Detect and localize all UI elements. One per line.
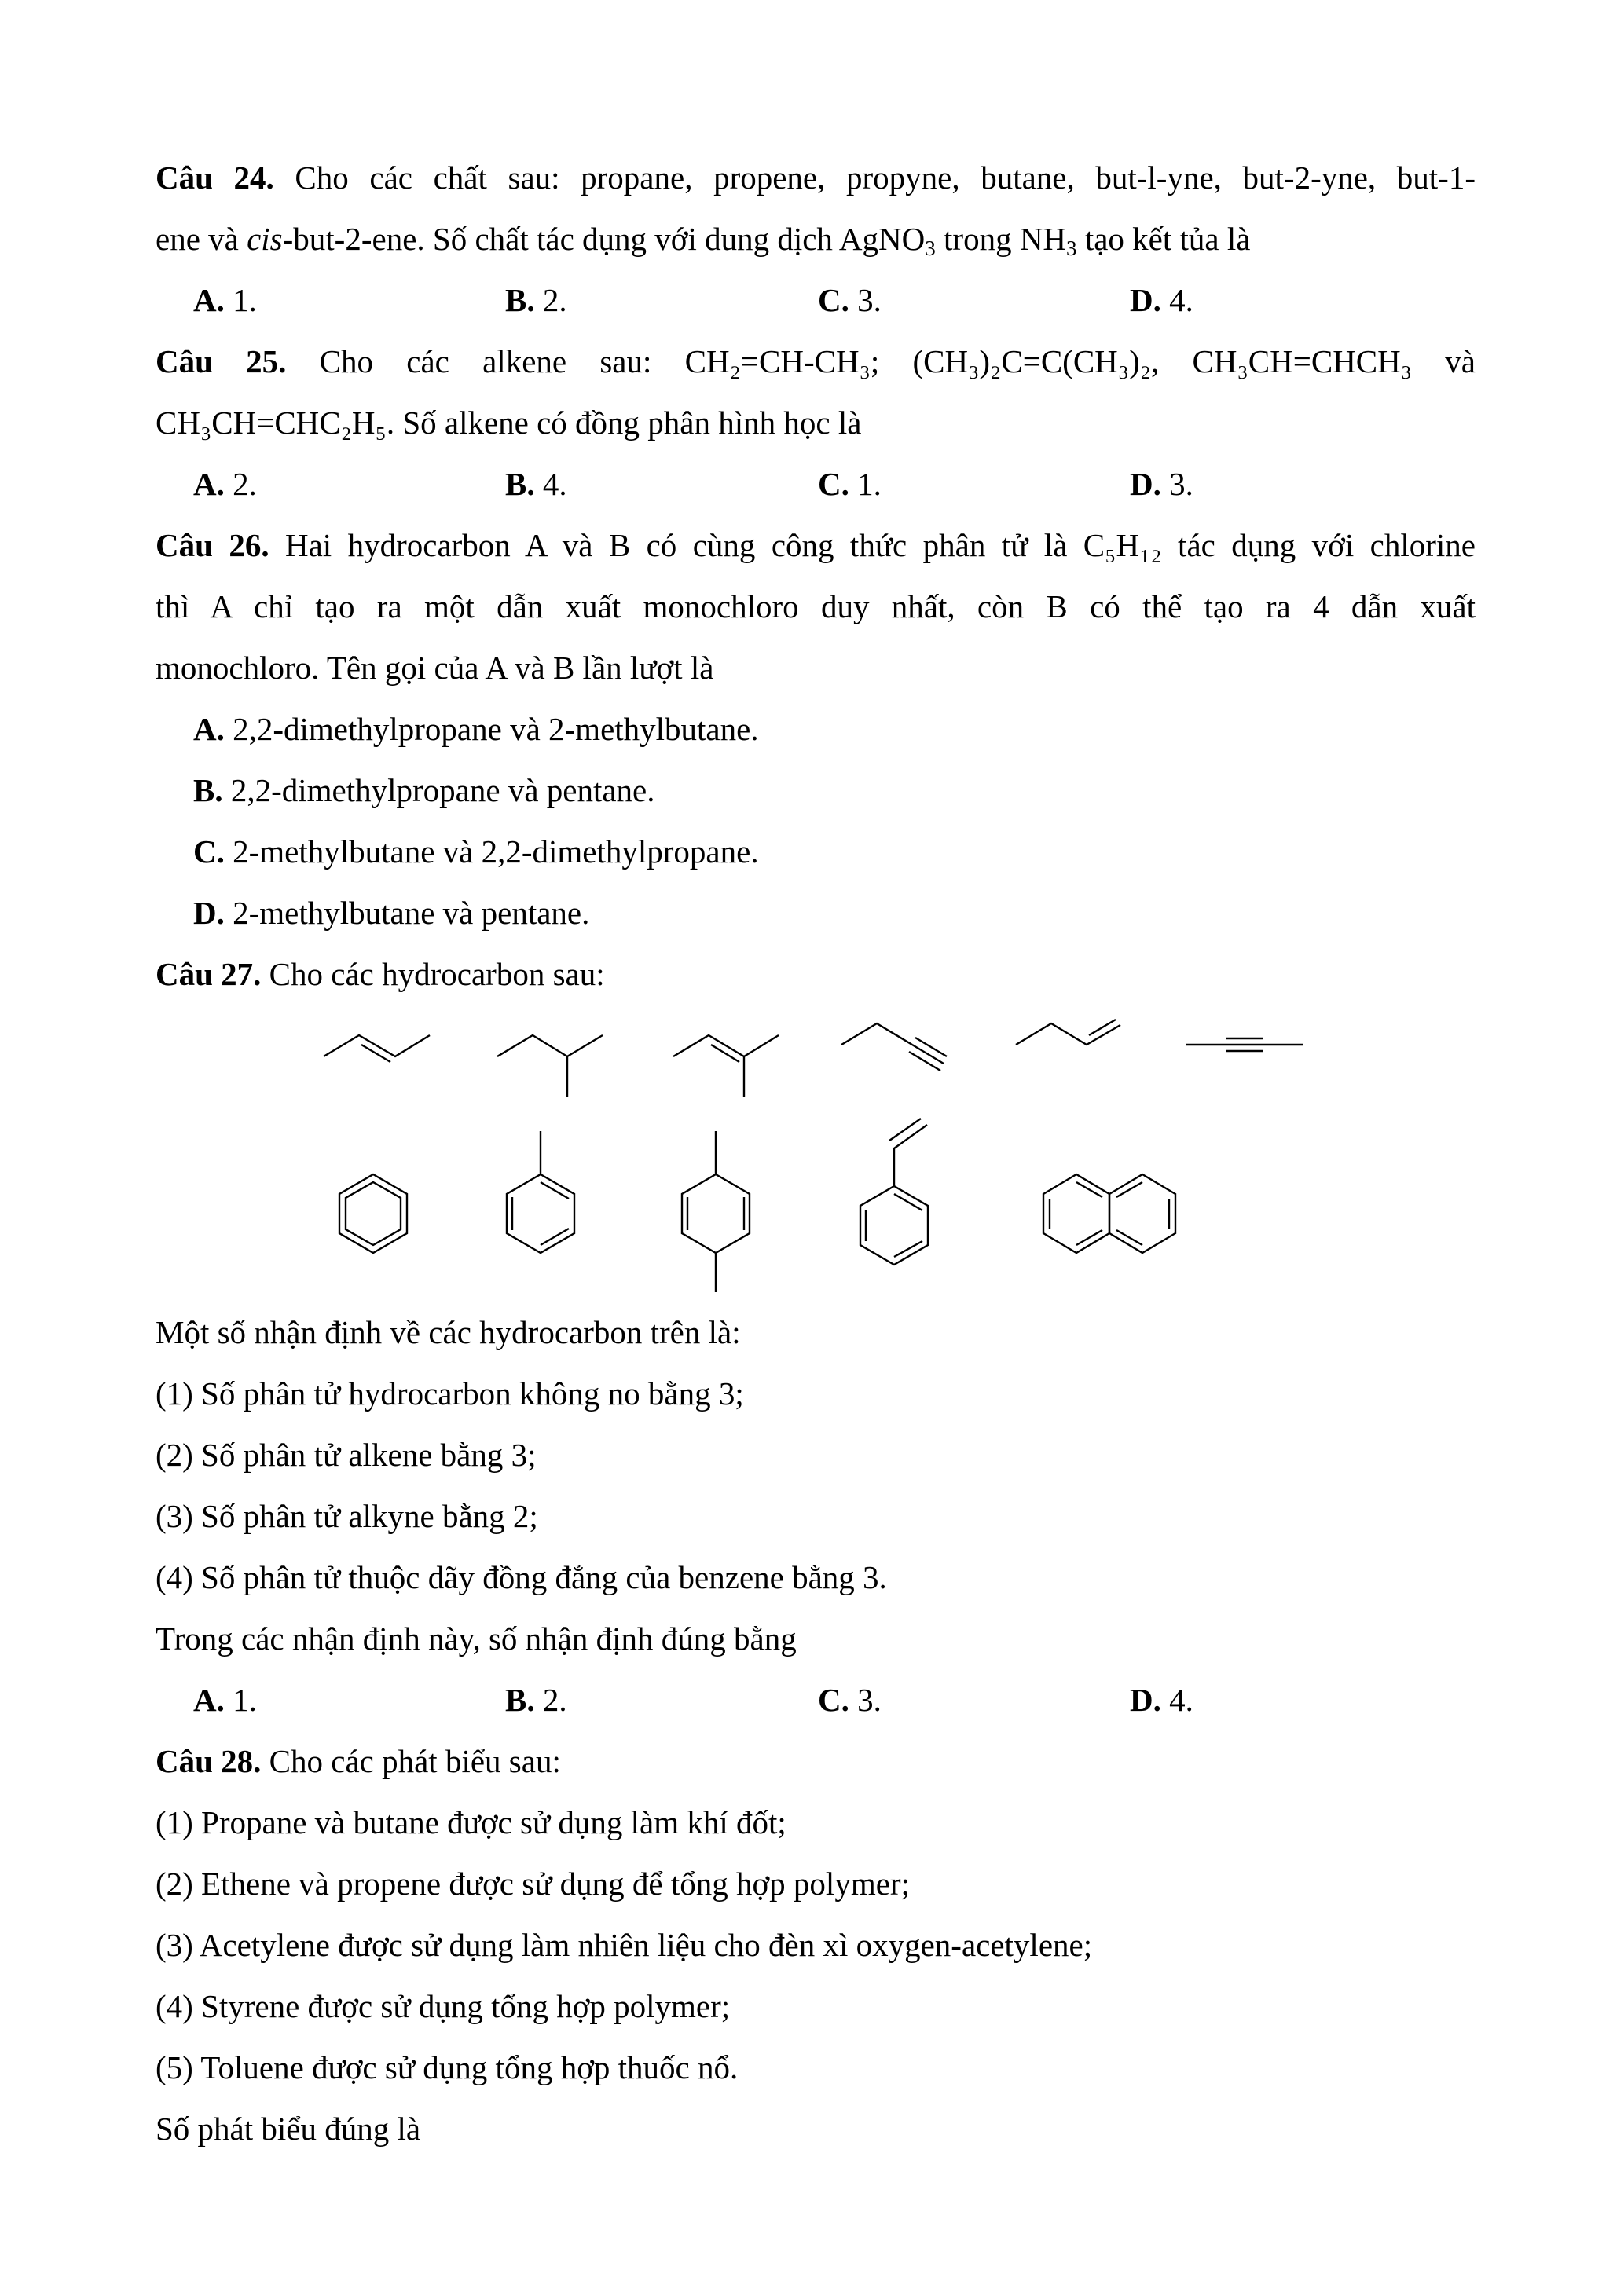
but-1-yne-structure	[841, 1023, 947, 1071]
q27-option-c: C. 3.	[818, 1682, 882, 1718]
q27-option-b: B. 2.	[505, 1682, 567, 1718]
q24-text-2d: tạo kết tủa là	[1076, 221, 1251, 257]
but-1-ene-structure	[1016, 1020, 1120, 1045]
q27-statement-1: (1) Số phân tử hydrocarbon không no bằng 3;	[156, 1375, 744, 1412]
q24-text-2c: trong NH	[935, 221, 1067, 257]
q24-option-c: C. 3.	[818, 282, 882, 318]
q28-statement-4: (4) Styrene được sử dụng tổng hợp polymer;	[156, 1988, 731, 2024]
q24-option-b: B. 2.	[505, 282, 567, 318]
q24-sub-agno3: 3	[925, 236, 936, 260]
q24-number: Câu 24.	[156, 159, 274, 196]
q26-line-3: monochloro. Tên gọi của A và B lần lượt là	[156, 650, 714, 686]
q24-sub-nh3: 3	[1066, 236, 1077, 260]
q27-statement-2: (2) Số phân tử alkene bằng 3;	[156, 1437, 537, 1473]
2-methylbut-2-ene-structure	[673, 1035, 779, 1097]
q26-option-d: D. 2-methylbutane và pentane.	[193, 895, 590, 931]
q27-number: Câu 27.	[156, 956, 262, 992]
q28-statement-1: (1) Propane và butane được sử dụng làm khí đốt;	[156, 1804, 786, 1840]
q24-text-2a: ene và	[156, 221, 247, 257]
q26-number: Câu 26.	[156, 527, 269, 563]
but-2-yne-structure	[1186, 1038, 1303, 1051]
q26-line-2: thì A chỉ tạo ra một dẫn xuất monochloro duy nhất, còn B có thể tạo ra 4 dẫn xuất	[156, 588, 1476, 624]
but-2-ene-structure	[324, 1035, 430, 1062]
q24-text-1: Cho các chất sau: propane, propene, propyne, butane, but-l-yne, but-2-yne, but-1-	[273, 159, 1476, 196]
q27-lead: Một số nhận định về các hydrocarbon trên là:	[156, 1314, 741, 1350]
q26-text-1: Hai hydrocarbon A và B có cùng công thức phân tử là C₅H₁₂ tác dụng với chlorine	[269, 527, 1476, 563]
styrene-structure	[860, 1119, 928, 1265]
q25-number: Câu 25.	[156, 343, 287, 379]
q25-option-c: C. 1.	[818, 466, 882, 502]
q27-option-a: A. 1.	[193, 1682, 257, 1718]
q25-option-d: D. 3.	[1130, 466, 1193, 502]
q26-option-b: B. 2,2-dimethylpropane và pentane.	[193, 772, 655, 808]
benzene-structure	[339, 1174, 407, 1253]
q25-option-a: A. 2.	[193, 466, 257, 502]
naphthalene-structure	[1043, 1174, 1175, 1253]
q27-option-d: D. 4.	[1130, 1682, 1193, 1718]
q25-text-1: Cho các alkene sau: CH₂=CH-CH₃; (CH₃)₂C=C(CH₃)₂, CH₃CH=CHCH₃ và	[286, 343, 1476, 379]
q27-statement-4: (4) Số phân tử thuộc dãy đồng đẳng của benzene bằng 3.	[156, 1559, 887, 1595]
q27-statement-3: (3) Số phân tử alkyne bằng 2;	[156, 1498, 538, 1534]
q28-statement-2: (2) Ethene và propene được sử dụng để tổng hợp polymer;	[156, 1866, 910, 1902]
q24-italic-cis: cis	[247, 221, 283, 257]
q28-question: Số phát biểu đúng là	[156, 2111, 421, 2147]
q24-option-a: A. 1.	[193, 282, 257, 318]
q27-intro: Cho các hydrocarbon sau:	[261, 956, 605, 992]
q25-option-b: B. 4.	[505, 466, 567, 502]
q28-statement-5: (5) Toluene được sử dụng tổng hợp thuốc nổ.	[156, 2049, 739, 2085]
q28-number: Câu 28.	[156, 1743, 262, 1779]
q28-statement-3: (3) Acetylene được sử dụng làm nhiên liệu cho đèn xì oxygen-acetylene;	[156, 1927, 1093, 1963]
q28-line-1	[156, 1739, 1476, 1783]
q25-line-2: CH₃CH=CHC₂H₅. Số alkene có đồng phân hình học là	[156, 405, 862, 441]
q27-question: Trong các nhận định này, số nhận định đúng bằng	[156, 1620, 797, 1657]
q24-option-d: D. 4.	[1130, 282, 1193, 318]
toluene-structure	[507, 1131, 574, 1253]
q24-text-2b: -but-2-ene. Số chất tác dụng với dung dịch AgNO	[282, 221, 926, 257]
q28-intro: Cho các phát biểu sau:	[261, 1743, 561, 1779]
q26-option-c: C. 2-methylbutane và 2,2-dimethylpropane.	[193, 833, 759, 870]
isobutane-structure	[497, 1035, 603, 1097]
p-xylene-structure	[682, 1131, 750, 1292]
q26-option-a: A. 2,2-dimethylpropane và 2-methylbutane.	[193, 711, 759, 747]
